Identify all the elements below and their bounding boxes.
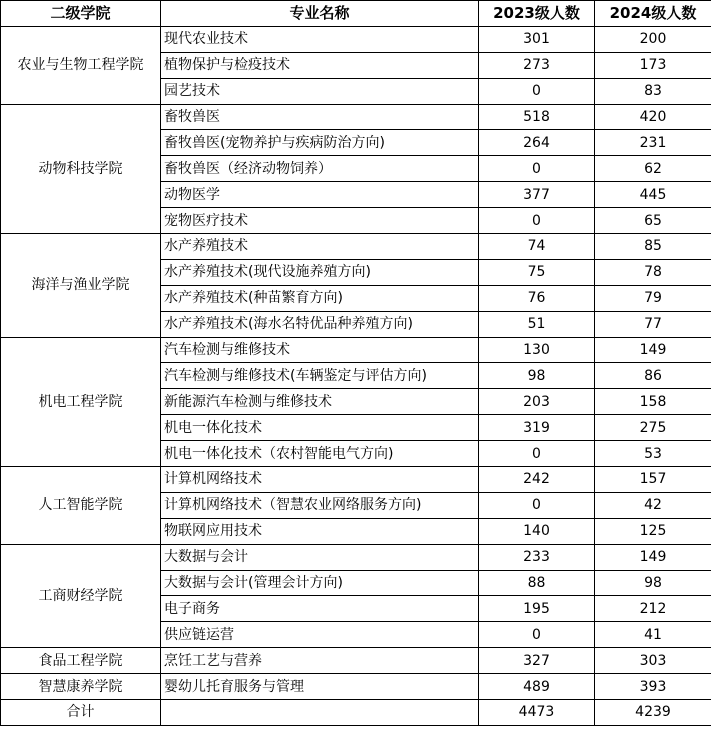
- major-cell: 水产养殖技术(现代设施养殖方向): [161, 259, 479, 285]
- count-2023-cell: 377: [479, 182, 595, 208]
- total-label: 合计: [1, 700, 161, 726]
- count-2023-cell: 51: [479, 311, 595, 337]
- major-cell: 机电一体化技术（农村智能电气方向): [161, 441, 479, 467]
- count-2024-cell: 62: [595, 156, 711, 182]
- count-2023-cell: 273: [479, 52, 595, 78]
- major-cell: 畜牧兽医（经济动物饲养）: [161, 156, 479, 182]
- major-cell: 畜牧兽医(宠物养护与疾病防治方向): [161, 130, 479, 156]
- college-cell: 工商财经学院: [1, 544, 161, 648]
- college-cell: 农业与生物工程学院: [1, 26, 161, 104]
- count-2023-cell: 0: [479, 492, 595, 518]
- table-row: [1, 234, 711, 260]
- total-row: [1, 700, 711, 726]
- table-row: [1, 674, 711, 700]
- count-2024-cell: 393: [595, 674, 711, 700]
- count-2024-cell: 445: [595, 182, 711, 208]
- major-cell: 现代农业技术: [161, 26, 479, 52]
- header-2023: 2023级人数: [479, 1, 595, 27]
- count-2023-cell: 0: [479, 208, 595, 234]
- major-cell: 烹饪工艺与营养: [161, 648, 479, 674]
- count-2024-cell: 41: [595, 622, 711, 648]
- count-2024-cell: 86: [595, 363, 711, 389]
- count-2023-cell: 140: [479, 518, 595, 544]
- count-2023-cell: 489: [479, 674, 595, 700]
- count-2024-cell: 53: [595, 441, 711, 467]
- total-empty: [161, 700, 479, 726]
- header-row: [1, 1, 711, 27]
- count-2024-cell: 212: [595, 596, 711, 622]
- total-2024: 4239: [595, 700, 711, 726]
- college-cell: 食品工程学院: [1, 648, 161, 674]
- count-2024-cell: 85: [595, 234, 711, 260]
- major-cell: 园艺技术: [161, 78, 479, 104]
- count-2023-cell: 0: [479, 441, 595, 467]
- major-cell: 大数据与会计(管理会计方向): [161, 570, 479, 596]
- major-cell: 机电一体化技术: [161, 415, 479, 441]
- major-cell: 电子商务: [161, 596, 479, 622]
- count-2023-cell: 327: [479, 648, 595, 674]
- count-2024-cell: 231: [595, 130, 711, 156]
- count-2023-cell: 233: [479, 544, 595, 570]
- major-cell: 汽车检测与维修技术(车辆鉴定与评估方向): [161, 363, 479, 389]
- college-cell: 智慧康养学院: [1, 674, 161, 700]
- count-2024-cell: 77: [595, 311, 711, 337]
- count-2023-cell: 301: [479, 26, 595, 52]
- major-cell: 水产养殖技术(海水名特优品种养殖方向): [161, 311, 479, 337]
- major-cell: 计算机网络技术: [161, 467, 479, 493]
- count-2023-cell: 518: [479, 104, 595, 130]
- college-cell: 人工智能学院: [1, 467, 161, 545]
- total-2023: 4473: [479, 700, 595, 726]
- count-2024-cell: 303: [595, 648, 711, 674]
- count-2023-cell: 264: [479, 130, 595, 156]
- count-2023-cell: 74: [479, 234, 595, 260]
- header-major: 专业名称: [161, 1, 479, 27]
- count-2023-cell: 98: [479, 363, 595, 389]
- count-2023-cell: 130: [479, 337, 595, 363]
- count-2024-cell: 98: [595, 570, 711, 596]
- header-college: 二级学院: [1, 1, 161, 27]
- count-2024-cell: 158: [595, 389, 711, 415]
- count-2023-cell: 76: [479, 285, 595, 311]
- count-2024-cell: 200: [595, 26, 711, 52]
- count-2024-cell: 420: [595, 104, 711, 130]
- count-2024-cell: 275: [595, 415, 711, 441]
- count-2023-cell: 319: [479, 415, 595, 441]
- major-cell: 汽车检测与维修技术: [161, 337, 479, 363]
- table-row: [1, 544, 711, 570]
- major-cell: 畜牧兽医: [161, 104, 479, 130]
- count-2023-cell: 203: [479, 389, 595, 415]
- table-row: [1, 337, 711, 363]
- count-2023-cell: 0: [479, 622, 595, 648]
- college-cell: 机电工程学院: [1, 337, 161, 466]
- count-2023-cell: 75: [479, 259, 595, 285]
- major-cell: 水产养殖技术: [161, 234, 479, 260]
- count-2024-cell: 78: [595, 259, 711, 285]
- major-cell: 物联网应用技术: [161, 518, 479, 544]
- count-2024-cell: 83: [595, 78, 711, 104]
- major-cell: 水产养殖技术(种苗繁育方向): [161, 285, 479, 311]
- major-cell: 植物保护与检疫技术: [161, 52, 479, 78]
- table-row: [1, 467, 711, 493]
- major-cell: 供应链运营: [161, 622, 479, 648]
- count-2023-cell: 195: [479, 596, 595, 622]
- major-cell: 宠物医疗技术: [161, 208, 479, 234]
- count-2024-cell: 173: [595, 52, 711, 78]
- count-2024-cell: 149: [595, 544, 711, 570]
- college-cell: 动物科技学院: [1, 104, 161, 233]
- table-body: [1, 26, 711, 725]
- count-2023-cell: 0: [479, 78, 595, 104]
- count-2024-cell: 42: [595, 492, 711, 518]
- count-2023-cell: 88: [479, 570, 595, 596]
- major-cell: 计算机网络技术（智慧农业网络服务方向): [161, 492, 479, 518]
- count-2024-cell: 65: [595, 208, 711, 234]
- table-row: [1, 104, 711, 130]
- count-2024-cell: 157: [595, 467, 711, 493]
- count-2023-cell: 0: [479, 156, 595, 182]
- table-row: [1, 648, 711, 674]
- count-2023-cell: 242: [479, 467, 595, 493]
- table-row: [1, 26, 711, 52]
- major-cell: 大数据与会计: [161, 544, 479, 570]
- count-2024-cell: 149: [595, 337, 711, 363]
- major-cell: 新能源汽车检测与维修技术: [161, 389, 479, 415]
- major-cell: 婴幼儿托育服务与管理: [161, 674, 479, 700]
- major-cell: 动物医学: [161, 182, 479, 208]
- college-cell: 海洋与渔业学院: [1, 234, 161, 338]
- count-2024-cell: 79: [595, 285, 711, 311]
- header-2024: 2024级人数: [595, 1, 711, 27]
- count-2024-cell: 125: [595, 518, 711, 544]
